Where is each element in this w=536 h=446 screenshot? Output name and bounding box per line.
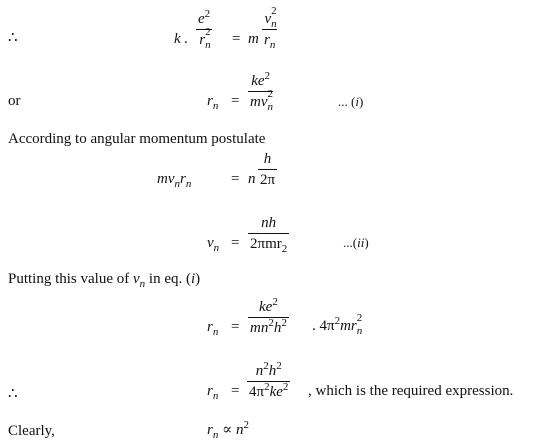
- equals-sign: =: [231, 93, 240, 109]
- mvr-product: $mv_nr_n$: [157, 171, 192, 190]
- proportionality-expression: $r_n \propto n^2$: [207, 419, 249, 441]
- fraction-ke2-mn2h2: $ke^2$ $mn^2h^2$: [250, 296, 287, 336]
- equals-sign: =: [232, 31, 241, 47]
- fraction-nh-2pimr2: nh 2πmr$_2$: [250, 215, 288, 255]
- quantum-number-n: n: [248, 171, 256, 187]
- equals-sign: =: [231, 383, 240, 399]
- fraction-n2h2-4pi2ke2: $n^2h^2$ $4\pi^2ke^2$: [249, 360, 289, 400]
- equals-sign: =: [231, 235, 240, 251]
- equation-tag-i: ... (i): [338, 94, 364, 109]
- denominator: r 2 n: [199, 26, 211, 51]
- fraction-vn2-rn: v 2 n $r_n$: [264, 5, 277, 51]
- rn-symbol: $r_n$: [207, 319, 219, 338]
- rn-symbol: $r_n$: [207, 383, 219, 402]
- vn-symbol: $v_n$: [207, 235, 220, 254]
- k-dot: k .: [174, 31, 189, 47]
- putting-text: Putting this value of $v_n$ in eq. (i): [8, 271, 201, 290]
- required-expression-text: , which is the required expression.: [308, 383, 514, 399]
- fraction-h-2pi: h 2π: [260, 151, 276, 188]
- therefore-symbol: ∴: [8, 30, 18, 46]
- or-label: or: [8, 93, 21, 109]
- equals-sign: =: [231, 319, 240, 335]
- postulate-text: According to angular momentum postulate: [8, 131, 266, 147]
- fraction-e2-rn2: [196, 8, 212, 51]
- multiplier-4pi2mrn2: . $4\pi^2mr$ 2 n: [312, 312, 363, 337]
- therefore-symbol: ∴: [8, 386, 18, 402]
- fraction-ke2-mvn2: $ke^2$ mv 2 n: [250, 70, 273, 113]
- numerator: $e^2$: [198, 8, 211, 27]
- equation-tag-ii: ...(ii): [343, 235, 369, 250]
- clearly-label: Clearly,: [8, 423, 55, 439]
- rn-symbol: $r_n$: [207, 93, 219, 112]
- mass-m: m: [248, 31, 259, 47]
- equals-sign: =: [231, 171, 240, 187]
